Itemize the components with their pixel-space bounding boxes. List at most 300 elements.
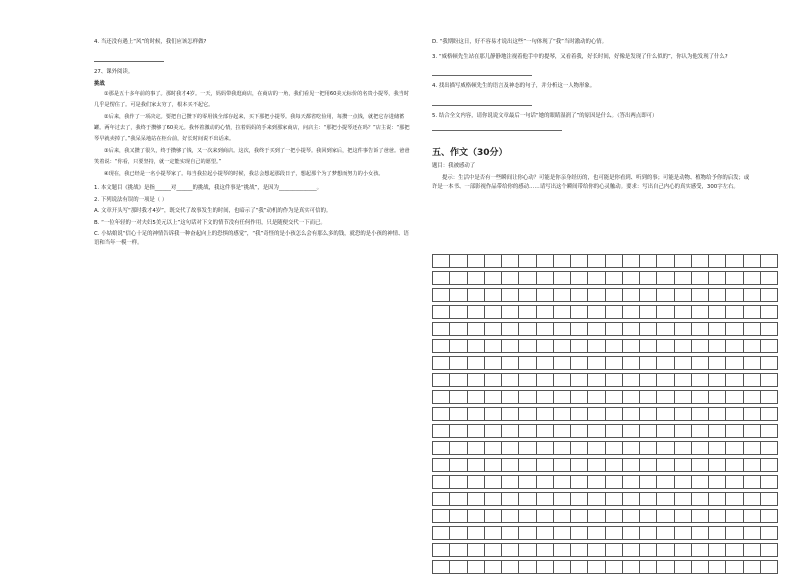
grid-cell[interactable] bbox=[640, 459, 657, 472]
grid-cell[interactable] bbox=[606, 289, 623, 302]
grid-cell[interactable] bbox=[519, 272, 536, 285]
grid-cell[interactable] bbox=[468, 408, 485, 421]
grid-cell[interactable] bbox=[450, 476, 467, 489]
grid-cell[interactable] bbox=[519, 510, 536, 523]
grid-cell[interactable] bbox=[761, 408, 778, 421]
grid-cell[interactable] bbox=[450, 289, 467, 302]
grid-cell[interactable] bbox=[623, 459, 640, 472]
grid-cell[interactable] bbox=[692, 340, 709, 353]
grid-cell[interactable] bbox=[657, 544, 674, 557]
grid-cell[interactable] bbox=[519, 306, 536, 319]
grid-cell[interactable] bbox=[761, 425, 778, 438]
grid-cell[interactable] bbox=[537, 476, 554, 489]
grid-cell[interactable] bbox=[468, 510, 485, 523]
grid-cell[interactable] bbox=[502, 442, 519, 455]
grid-cell[interactable] bbox=[744, 493, 761, 506]
grid-cell[interactable] bbox=[640, 374, 657, 387]
grid-cell[interactable] bbox=[554, 408, 571, 421]
grid-cell[interactable] bbox=[709, 425, 726, 438]
grid-cell[interactable] bbox=[450, 306, 467, 319]
grid-cell[interactable] bbox=[588, 561, 605, 574]
grid-cell[interactable] bbox=[640, 425, 657, 438]
grid-cell[interactable] bbox=[588, 272, 605, 285]
grid-cell[interactable] bbox=[709, 561, 726, 574]
grid-cell[interactable] bbox=[709, 340, 726, 353]
grid-cell[interactable] bbox=[726, 374, 743, 387]
grid-cell[interactable] bbox=[485, 493, 502, 506]
grid-cell[interactable] bbox=[675, 544, 692, 557]
grid-cell[interactable] bbox=[433, 527, 450, 540]
grid-cell[interactable] bbox=[588, 544, 605, 557]
grid-cell[interactable] bbox=[692, 510, 709, 523]
grid-cell[interactable] bbox=[675, 391, 692, 404]
grid-cell[interactable] bbox=[761, 442, 778, 455]
grid-cell[interactable] bbox=[433, 323, 450, 336]
grid-cell[interactable] bbox=[761, 510, 778, 523]
grid-cell[interactable] bbox=[657, 510, 674, 523]
grid-cell[interactable] bbox=[502, 408, 519, 421]
grid-cell[interactable] bbox=[588, 323, 605, 336]
grid-cell[interactable] bbox=[554, 323, 571, 336]
grid-cell[interactable] bbox=[519, 255, 536, 268]
grid-cell[interactable] bbox=[502, 374, 519, 387]
grid-cell[interactable] bbox=[692, 255, 709, 268]
grid-cell[interactable] bbox=[537, 340, 554, 353]
grid-cell[interactable] bbox=[744, 323, 761, 336]
grid-cell[interactable] bbox=[726, 561, 743, 574]
grid-cell[interactable] bbox=[450, 442, 467, 455]
grid-cell[interactable] bbox=[623, 306, 640, 319]
grid-cell[interactable] bbox=[433, 476, 450, 489]
grid-cell[interactable] bbox=[588, 476, 605, 489]
grid-cell[interactable] bbox=[433, 306, 450, 319]
grid-cell[interactable] bbox=[744, 561, 761, 574]
grid-cell[interactable] bbox=[537, 527, 554, 540]
grid-cell[interactable] bbox=[726, 425, 743, 438]
grid-cell[interactable] bbox=[692, 391, 709, 404]
grid-cell[interactable] bbox=[606, 306, 623, 319]
grid-cell[interactable] bbox=[537, 544, 554, 557]
grid-cell[interactable] bbox=[554, 561, 571, 574]
grid-cell[interactable] bbox=[692, 374, 709, 387]
grid-cell[interactable] bbox=[692, 289, 709, 302]
grid-cell[interactable] bbox=[485, 323, 502, 336]
grid-cell[interactable] bbox=[744, 510, 761, 523]
grid-cell[interactable] bbox=[675, 323, 692, 336]
grid-cell[interactable] bbox=[468, 544, 485, 557]
grid-cell[interactable] bbox=[537, 459, 554, 472]
grid-cell[interactable] bbox=[571, 357, 588, 370]
grid-cell[interactable] bbox=[657, 323, 674, 336]
grid-cell[interactable] bbox=[433, 425, 450, 438]
grid-cell[interactable] bbox=[744, 374, 761, 387]
grid-cell[interactable] bbox=[675, 272, 692, 285]
grid-cell[interactable] bbox=[675, 442, 692, 455]
grid-cell[interactable] bbox=[640, 272, 657, 285]
grid-cell[interactable] bbox=[640, 510, 657, 523]
grid-cell[interactable] bbox=[761, 323, 778, 336]
grid-cell[interactable] bbox=[554, 391, 571, 404]
grid-cell[interactable] bbox=[554, 255, 571, 268]
grid-cell[interactable] bbox=[554, 357, 571, 370]
grid-cell[interactable] bbox=[744, 459, 761, 472]
grid-cell[interactable] bbox=[519, 442, 536, 455]
grid-cell[interactable] bbox=[468, 476, 485, 489]
grid-cell[interactable] bbox=[657, 459, 674, 472]
grid-cell[interactable] bbox=[726, 544, 743, 557]
grid-cell[interactable] bbox=[709, 255, 726, 268]
grid-cell[interactable] bbox=[640, 476, 657, 489]
grid-cell[interactable] bbox=[675, 425, 692, 438]
grid-cell[interactable] bbox=[744, 476, 761, 489]
grid-cell[interactable] bbox=[709, 391, 726, 404]
grid-cell[interactable] bbox=[588, 527, 605, 540]
grid-cell[interactable] bbox=[744, 544, 761, 557]
grid-cell[interactable] bbox=[726, 272, 743, 285]
grid-cell[interactable] bbox=[485, 544, 502, 557]
grid-cell[interactable] bbox=[502, 323, 519, 336]
grid-cell[interactable] bbox=[692, 306, 709, 319]
grid-cell[interactable] bbox=[468, 255, 485, 268]
grid-cell[interactable] bbox=[502, 476, 519, 489]
grid-cell[interactable] bbox=[450, 459, 467, 472]
grid-cell[interactable] bbox=[675, 527, 692, 540]
grid-cell[interactable] bbox=[450, 391, 467, 404]
grid-cell[interactable] bbox=[554, 476, 571, 489]
grid-cell[interactable] bbox=[433, 374, 450, 387]
grid-cell[interactable] bbox=[571, 442, 588, 455]
grid-cell[interactable] bbox=[588, 510, 605, 523]
grid-cell[interactable] bbox=[761, 459, 778, 472]
grid-cell[interactable] bbox=[519, 374, 536, 387]
grid-cell[interactable] bbox=[640, 391, 657, 404]
grid-cell[interactable] bbox=[726, 357, 743, 370]
grid-cell[interactable] bbox=[657, 391, 674, 404]
grid-cell[interactable] bbox=[571, 459, 588, 472]
grid-cell[interactable] bbox=[640, 493, 657, 506]
grid-cell[interactable] bbox=[433, 357, 450, 370]
grid-cell[interactable] bbox=[726, 306, 743, 319]
grid-cell[interactable] bbox=[640, 289, 657, 302]
grid-cell[interactable] bbox=[502, 340, 519, 353]
grid-cell[interactable] bbox=[468, 272, 485, 285]
grid-cell[interactable] bbox=[692, 272, 709, 285]
grid-cell[interactable] bbox=[657, 340, 674, 353]
grid-cell[interactable] bbox=[433, 459, 450, 472]
grid-cell[interactable] bbox=[433, 289, 450, 302]
grid-cell[interactable] bbox=[640, 255, 657, 268]
grid-cell[interactable] bbox=[744, 527, 761, 540]
grid-cell[interactable] bbox=[675, 459, 692, 472]
grid-cell[interactable] bbox=[537, 425, 554, 438]
grid-cell[interactable] bbox=[726, 323, 743, 336]
grid-cell[interactable] bbox=[502, 527, 519, 540]
grid-cell[interactable] bbox=[744, 408, 761, 421]
grid-cell[interactable] bbox=[485, 510, 502, 523]
grid-cell[interactable] bbox=[623, 374, 640, 387]
grid-cell[interactable] bbox=[623, 425, 640, 438]
grid-cell[interactable] bbox=[588, 425, 605, 438]
grid-cell[interactable] bbox=[761, 340, 778, 353]
grid-cell[interactable] bbox=[726, 442, 743, 455]
grid-cell[interactable] bbox=[657, 306, 674, 319]
grid-cell[interactable] bbox=[485, 374, 502, 387]
grid-cell[interactable] bbox=[468, 357, 485, 370]
grid-cell[interactable] bbox=[692, 527, 709, 540]
grid-cell[interactable] bbox=[675, 357, 692, 370]
grid-cell[interactable] bbox=[640, 323, 657, 336]
grid-cell[interactable] bbox=[450, 425, 467, 438]
grid-cell[interactable] bbox=[709, 442, 726, 455]
grid-cell[interactable] bbox=[675, 306, 692, 319]
grid-cell[interactable] bbox=[692, 425, 709, 438]
grid-cell[interactable] bbox=[502, 561, 519, 574]
grid-cell[interactable] bbox=[709, 476, 726, 489]
grid-cell[interactable] bbox=[571, 391, 588, 404]
grid-cell[interactable] bbox=[519, 561, 536, 574]
grid-cell[interactable] bbox=[571, 561, 588, 574]
grid-cell[interactable] bbox=[485, 391, 502, 404]
grid-cell[interactable] bbox=[502, 391, 519, 404]
grid-cell[interactable] bbox=[502, 289, 519, 302]
grid-cell[interactable] bbox=[502, 255, 519, 268]
grid-cell[interactable] bbox=[675, 374, 692, 387]
grid-cell[interactable] bbox=[519, 493, 536, 506]
grid-cell[interactable] bbox=[554, 306, 571, 319]
grid-cell[interactable] bbox=[657, 272, 674, 285]
grid-cell[interactable] bbox=[433, 510, 450, 523]
grid-cell[interactable] bbox=[761, 561, 778, 574]
grid-cell[interactable] bbox=[640, 442, 657, 455]
grid-cell[interactable] bbox=[588, 340, 605, 353]
grid-cell[interactable] bbox=[433, 391, 450, 404]
grid-cell[interactable] bbox=[468, 493, 485, 506]
grid-cell[interactable] bbox=[450, 255, 467, 268]
grid-cell[interactable] bbox=[640, 408, 657, 421]
grid-cell[interactable] bbox=[485, 272, 502, 285]
grid-cell[interactable] bbox=[675, 493, 692, 506]
grid-cell[interactable] bbox=[657, 527, 674, 540]
grid-cell[interactable] bbox=[726, 408, 743, 421]
grid-cell[interactable] bbox=[537, 357, 554, 370]
grid-cell[interactable] bbox=[657, 476, 674, 489]
grid-cell[interactable] bbox=[468, 340, 485, 353]
grid-cell[interactable] bbox=[623, 408, 640, 421]
grid-cell[interactable] bbox=[709, 544, 726, 557]
grid-cell[interactable] bbox=[588, 357, 605, 370]
grid-cell[interactable] bbox=[519, 357, 536, 370]
grid-cell[interactable] bbox=[519, 459, 536, 472]
grid-cell[interactable] bbox=[588, 493, 605, 506]
grid-cell[interactable] bbox=[657, 289, 674, 302]
grid-cell[interactable] bbox=[468, 374, 485, 387]
grid-cell[interactable] bbox=[761, 391, 778, 404]
grid-cell[interactable] bbox=[709, 306, 726, 319]
grid-cell[interactable] bbox=[468, 306, 485, 319]
grid-cell[interactable] bbox=[537, 561, 554, 574]
grid-cell[interactable] bbox=[502, 510, 519, 523]
grid-cell[interactable] bbox=[468, 391, 485, 404]
grid-cell[interactable] bbox=[468, 561, 485, 574]
grid-cell[interactable] bbox=[761, 493, 778, 506]
grid-cell[interactable] bbox=[554, 272, 571, 285]
grid-cell[interactable] bbox=[623, 493, 640, 506]
grid-cell[interactable] bbox=[606, 272, 623, 285]
grid-cell[interactable] bbox=[726, 493, 743, 506]
grid-cell[interactable] bbox=[502, 272, 519, 285]
grid-cell[interactable] bbox=[450, 544, 467, 557]
grid-cell[interactable] bbox=[485, 289, 502, 302]
grid-cell[interactable] bbox=[433, 493, 450, 506]
grid-cell[interactable] bbox=[606, 408, 623, 421]
grid-cell[interactable] bbox=[744, 289, 761, 302]
grid-cell[interactable] bbox=[606, 323, 623, 336]
grid-cell[interactable] bbox=[485, 561, 502, 574]
grid-cell[interactable] bbox=[640, 527, 657, 540]
grid-cell[interactable] bbox=[468, 289, 485, 302]
grid-cell[interactable] bbox=[450, 408, 467, 421]
grid-cell[interactable] bbox=[761, 544, 778, 557]
grid-cell[interactable] bbox=[657, 493, 674, 506]
grid-cell[interactable] bbox=[606, 527, 623, 540]
grid-cell[interactable] bbox=[640, 340, 657, 353]
grid-cell[interactable] bbox=[726, 476, 743, 489]
grid-cell[interactable] bbox=[433, 544, 450, 557]
grid-cell[interactable] bbox=[623, 340, 640, 353]
grid-cell[interactable] bbox=[623, 442, 640, 455]
grid-cell[interactable] bbox=[623, 561, 640, 574]
grid-cell[interactable] bbox=[554, 442, 571, 455]
grid-cell[interactable] bbox=[744, 357, 761, 370]
grid-cell[interactable] bbox=[519, 476, 536, 489]
grid-cell[interactable] bbox=[519, 323, 536, 336]
grid-cell[interactable] bbox=[606, 561, 623, 574]
grid-cell[interactable] bbox=[485, 476, 502, 489]
grid-cell[interactable] bbox=[761, 527, 778, 540]
grid-cell[interactable] bbox=[554, 289, 571, 302]
grid-cell[interactable] bbox=[657, 374, 674, 387]
grid-cell[interactable] bbox=[519, 391, 536, 404]
grid-cell[interactable] bbox=[571, 306, 588, 319]
grid-cell[interactable] bbox=[606, 425, 623, 438]
grid-cell[interactable] bbox=[657, 255, 674, 268]
grid-cell[interactable] bbox=[468, 527, 485, 540]
grid-cell[interactable] bbox=[588, 391, 605, 404]
grid-cell[interactable] bbox=[761, 255, 778, 268]
grid-cell[interactable] bbox=[519, 289, 536, 302]
grid-cell[interactable] bbox=[519, 544, 536, 557]
grid-cell[interactable] bbox=[571, 527, 588, 540]
grid-cell[interactable] bbox=[450, 374, 467, 387]
grid-cell[interactable] bbox=[709, 323, 726, 336]
grid-cell[interactable] bbox=[468, 459, 485, 472]
grid-cell[interactable] bbox=[726, 289, 743, 302]
grid-cell[interactable] bbox=[450, 272, 467, 285]
grid-cell[interactable] bbox=[623, 527, 640, 540]
grid-cell[interactable] bbox=[657, 442, 674, 455]
grid-cell[interactable] bbox=[744, 442, 761, 455]
grid-cell[interactable] bbox=[450, 510, 467, 523]
grid-cell[interactable] bbox=[588, 442, 605, 455]
grid-cell[interactable] bbox=[692, 442, 709, 455]
grid-cell[interactable] bbox=[433, 561, 450, 574]
grid-cell[interactable] bbox=[450, 323, 467, 336]
grid-cell[interactable] bbox=[502, 544, 519, 557]
grid-cell[interactable] bbox=[468, 442, 485, 455]
grid-cell[interactable] bbox=[485, 442, 502, 455]
grid-cell[interactable] bbox=[606, 544, 623, 557]
grid-cell[interactable] bbox=[726, 510, 743, 523]
grid-cell[interactable] bbox=[450, 340, 467, 353]
grid-cell[interactable] bbox=[537, 272, 554, 285]
grid-cell[interactable] bbox=[606, 476, 623, 489]
grid-cell[interactable] bbox=[606, 442, 623, 455]
grid-cell[interactable] bbox=[433, 340, 450, 353]
grid-cell[interactable] bbox=[519, 425, 536, 438]
grid-cell[interactable] bbox=[468, 425, 485, 438]
grid-cell[interactable] bbox=[761, 357, 778, 370]
grid-cell[interactable] bbox=[606, 340, 623, 353]
grid-cell[interactable] bbox=[537, 391, 554, 404]
grid-cell[interactable] bbox=[623, 357, 640, 370]
grid-cell[interactable] bbox=[485, 425, 502, 438]
grid-cell[interactable] bbox=[744, 255, 761, 268]
grid-cell[interactable] bbox=[588, 374, 605, 387]
grid-cell[interactable] bbox=[675, 340, 692, 353]
grid-cell[interactable] bbox=[485, 459, 502, 472]
grid-cell[interactable] bbox=[675, 289, 692, 302]
grid-cell[interactable] bbox=[709, 374, 726, 387]
grid-cell[interactable] bbox=[692, 459, 709, 472]
grid-cell[interactable] bbox=[519, 408, 536, 421]
grid-cell[interactable] bbox=[485, 357, 502, 370]
grid-cell[interactable] bbox=[640, 306, 657, 319]
composition-grid[interactable] bbox=[432, 254, 778, 544]
grid-cell[interactable] bbox=[623, 544, 640, 557]
grid-cell[interactable] bbox=[726, 527, 743, 540]
grid-cell[interactable] bbox=[744, 272, 761, 285]
grid-cell[interactable] bbox=[571, 374, 588, 387]
grid-cell[interactable] bbox=[537, 493, 554, 506]
grid-cell[interactable] bbox=[606, 510, 623, 523]
grid-cell[interactable] bbox=[588, 289, 605, 302]
grid-cell[interactable] bbox=[726, 255, 743, 268]
grid-cell[interactable] bbox=[692, 493, 709, 506]
grid-cell[interactable] bbox=[761, 306, 778, 319]
grid-cell[interactable] bbox=[571, 544, 588, 557]
grid-cell[interactable] bbox=[761, 374, 778, 387]
grid-cell[interactable] bbox=[640, 357, 657, 370]
grid-cell[interactable] bbox=[709, 527, 726, 540]
grid-cell[interactable] bbox=[623, 323, 640, 336]
grid-cell[interactable] bbox=[537, 510, 554, 523]
grid-cell[interactable] bbox=[709, 493, 726, 506]
grid-cell[interactable] bbox=[692, 357, 709, 370]
grid-cell[interactable] bbox=[502, 357, 519, 370]
grid-cell[interactable] bbox=[433, 272, 450, 285]
grid-cell[interactable] bbox=[761, 476, 778, 489]
grid-cell[interactable] bbox=[709, 408, 726, 421]
grid-cell[interactable] bbox=[450, 527, 467, 540]
grid-cell[interactable] bbox=[657, 408, 674, 421]
grid-cell[interactable] bbox=[571, 408, 588, 421]
grid-cell[interactable] bbox=[606, 255, 623, 268]
grid-cell[interactable] bbox=[571, 425, 588, 438]
grid-cell[interactable] bbox=[502, 425, 519, 438]
grid-cell[interactable] bbox=[588, 255, 605, 268]
grid-cell[interactable] bbox=[571, 323, 588, 336]
grid-cell[interactable] bbox=[623, 255, 640, 268]
